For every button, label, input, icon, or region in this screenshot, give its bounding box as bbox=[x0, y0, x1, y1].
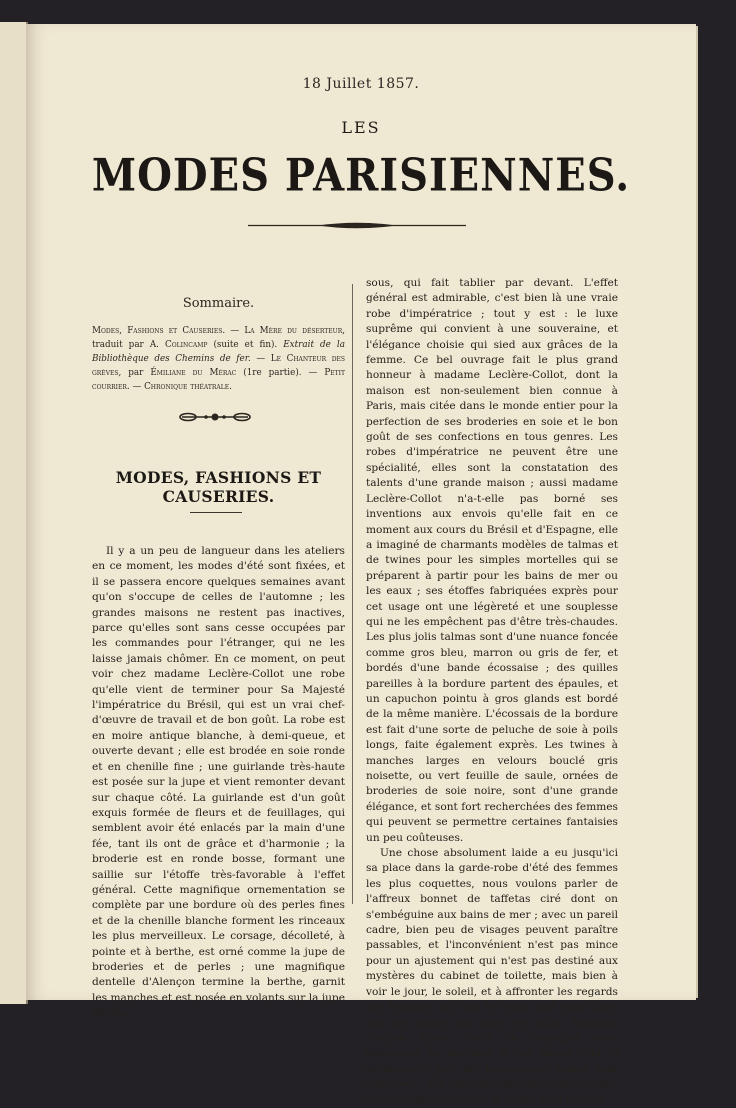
sommaire-item: Chronique théatrale bbox=[144, 382, 230, 392]
fleuron-ornament bbox=[178, 410, 252, 424]
section-rule bbox=[190, 512, 242, 513]
sommaire-separator: . — bbox=[126, 382, 145, 392]
article-left-column bbox=[92, 544, 345, 1022]
column-divider bbox=[352, 284, 353, 904]
sommaire-heading: Sommaire. bbox=[182, 296, 255, 311]
sommaire-item: La Mère du déserteur bbox=[244, 326, 343, 336]
article-paragraph: sous, qui fait tablier par devant. L'effet général est admirable, c'est bien là une vraie robe d'impératrice ; tout y est : le luxe suprême qui convient à une souveraine, et l'élégance choisie qui sied aux grâces de la femme. Ce bel ouvrage fait le plus grand honneur à madame Leclère-Collot, dont la maison est non-seulement bien connue à Paris, mais citée dans le monde entier pour la perfection de ses broderies en soie et le bon goût de ses confections en tous genres. Les robes d'impératrice ne peuvent être une spécialité, elles sont la constatation des talents d'une grande maison ; aussi madame Leclère-Collot n'a-t-elle pas borné ses inventions aux envois qu'elle fait en ce moment aux cours du Brésil et d'Espagne, elle a imaginé de charmants modèles de talmas et de twines pour les simples mortelles qui se préparent à partir pour les bains de mer ou les eaux ; ses étoffes fabriquées exprès pour cet usage ont une légèreté et une souplesse qui ne les empêchent pas d'être très-chaudes. Les plus jolis talmas sont d'une nuance foncée comme gros bleu, marron ou gris de fer, et bordés d'une bande écossaise ; des quilles pareilles à la bordure partent des épaules, et un capuchon pointu à gros glands est bordé de la même manière. L'écossais de la bordure est fait d'une sorte de peluche de soie à poils longs, faite également exprès. Les twines à manches larges en velours bouclé gris noisette, ou vert feuille de saule, ornées de broderies de soie noire, sont d'une grande élégance, et sont fort recherchées des femmes qui peuvent se permettre certaines fantaisies un peu coûteuses. bbox=[366, 277, 618, 844]
sommaire-text: . bbox=[229, 382, 232, 392]
article-paragraph: Une chose absolument laide a eu jusqu'ici sa place dans la garde-robe d'été des femmes les plus coquettes, nous voulons parler de l'affreux bonnet de taffetas ciré dont on s'embéguine aux bains de mer ; avec un pareil cadre, bien peu de visages peuvent paraître passables, et l'inconvénient n'est pas mince pour un ajustement qui n'est pas destiné aux mystères du cabinet de toilette, mais bien à voir le jour, le soleil, et à affronter les regards des hommes, qui ont les yeux tout aussi bons sur une plage que dans un salon. Madame Pauline Royer vient de remédier avec beaucoup de bonheur à cet ennui subi si patiemment par les baigneuses depuis tant d'années ; elle fabrique de charmants résilles de lacet de laine ayant la forme d'un bonnet, bbox=[366, 847, 618, 1106]
article-paragraph: Il y a un peu de langueur dans les ateliers en ce moment, les modes d'été sont fixées, et il se passera encore quelques semaines avant qu'on s'occupe de celles de l'automne ; les grandes maisons ne restent pas inactives, parce qu'elles sont sans cesse occupées par les commandes pour l'étranger, qui ne les laisse jamais chômer. En ce moment, on peut voir chez madame Leclère-Collot une robe qu'elle vient de terminer pour Sa Majesté l'impératrice du Brésil, qui est un vrai chef-d'œuvre de travail et de bon goût. La robe est en moire antique blanche, à demi-queue, et ouverte devant ; elle est brodée en soie ronde et en chenille fine ; une guirlande très-haute est posée sur la jupe et vient remonter devant sur chaque côté. La guirlande est d'un goût exquis formée de fleurs et de feuillages, qui semblent avoir été enlacés par la main d'une fée, tant ils ont de grâce et d'harmonie ; la broderie est en ronde bosse, formant une saillie sur l'étoffe très-favorable à l'effet général. Cette magnifique ornementation se complète par une bordure où des perles fines et de la chenille blanche forment les rinceaux les plus merveilleux. Le corsage, décolleté, à pointe et à berthe, est orné comme la jupe de broderies et de perles ; une magnifique dentelle d'Alençon termine la berthe, garnit les manches et est posée en volants sur la jupe de des- bbox=[92, 545, 345, 1020]
sommaire-contents bbox=[92, 324, 345, 394]
sommaire-text: (suite et fin). bbox=[207, 340, 284, 350]
article-right-column bbox=[366, 276, 618, 1108]
issue-date: 18 Juillet 1857. bbox=[302, 76, 420, 92]
sommaire-text: , par bbox=[118, 368, 151, 378]
previous-page-edge bbox=[0, 22, 28, 1004]
sommaire-author: Émiliane du Mérac bbox=[150, 368, 237, 378]
sommaire-text: (1re partie). — bbox=[236, 368, 325, 378]
sommaire-separator: — bbox=[250, 354, 271, 364]
sommaire-item: Le Chanteur des grèves bbox=[92, 354, 345, 378]
sommaire-text: , traduit par bbox=[92, 326, 346, 350]
newspaper-page bbox=[26, 24, 696, 1106]
section-title: MODES, FASHIONS ET CAUSERIES. bbox=[115, 468, 322, 506]
sommaire-author: A. Colincamp bbox=[149, 340, 208, 350]
title-ornament-rule bbox=[248, 221, 466, 230]
sommaire-item: Petit courrier bbox=[92, 368, 345, 392]
masthead-title: MODES PARISIENNES. bbox=[91, 149, 631, 202]
sommaire-separator: — bbox=[225, 326, 245, 336]
title-article: LES bbox=[341, 118, 381, 137]
sommaire-item: Modes, Fashions et Causeries. bbox=[92, 326, 226, 336]
sommaire-source: Extrait de la Bibliothèque des Chemins de fer. bbox=[92, 340, 345, 364]
